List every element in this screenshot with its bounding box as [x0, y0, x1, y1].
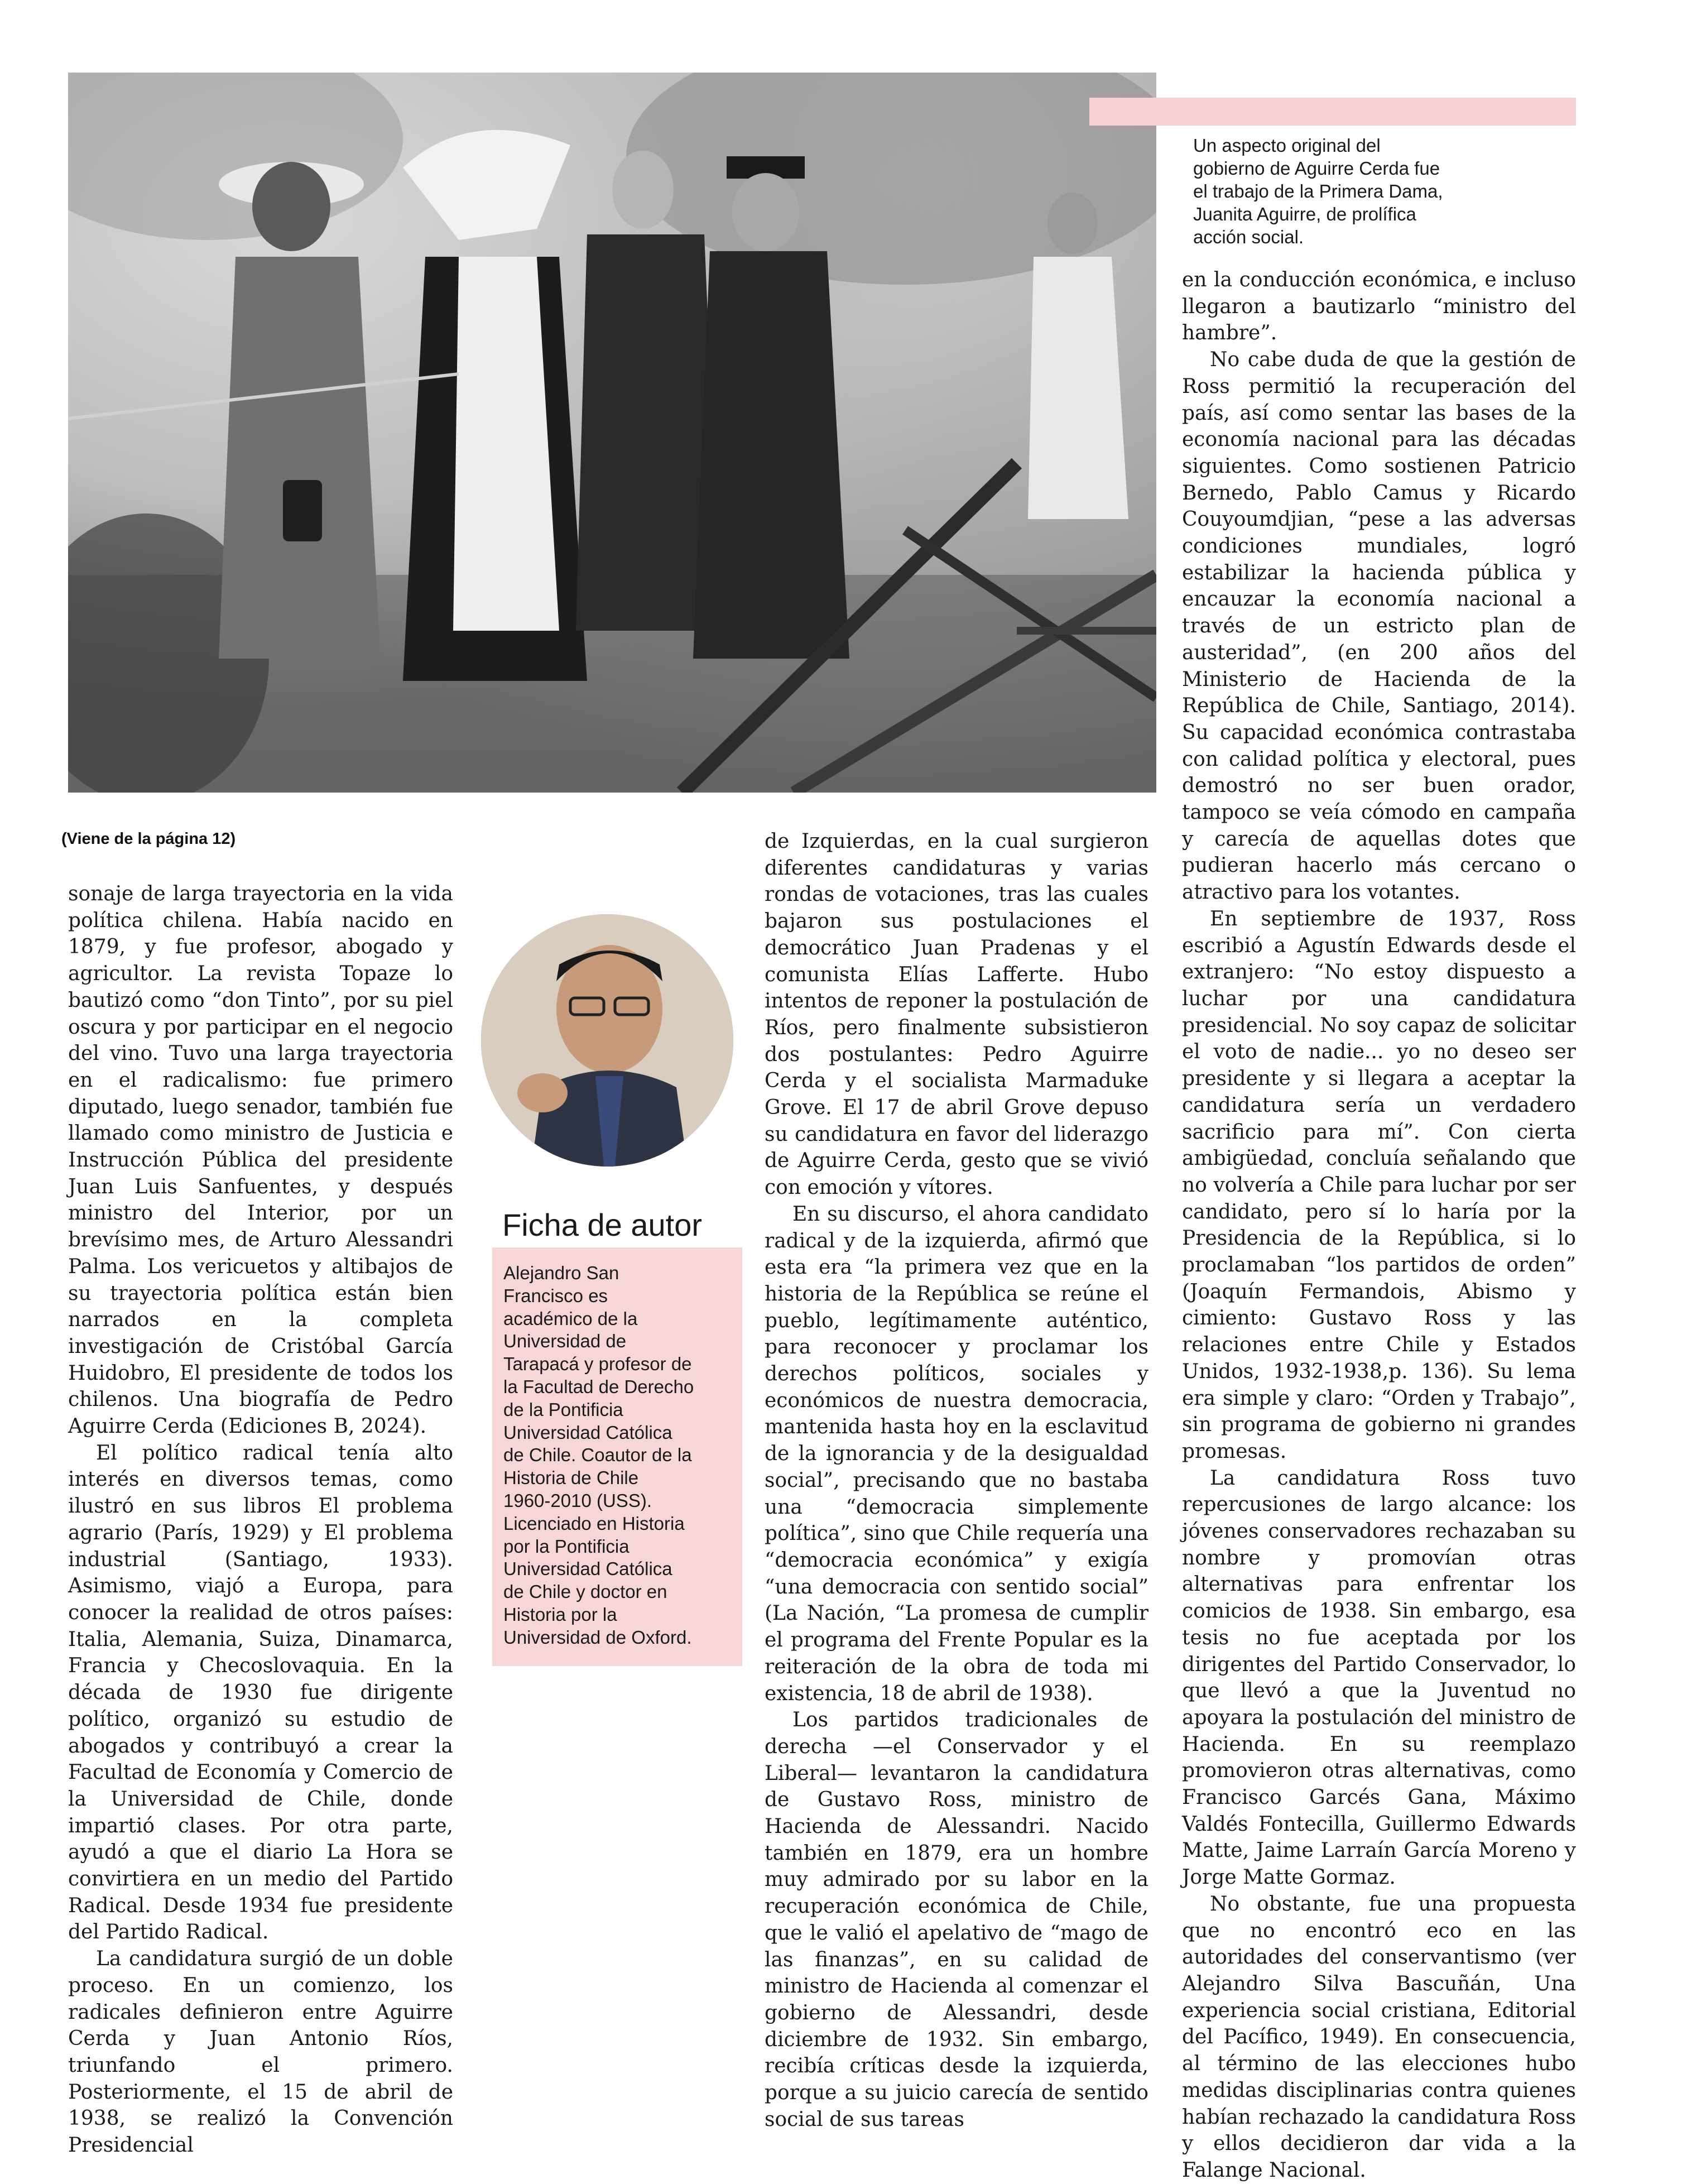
photo-illustration	[68, 73, 1156, 793]
paragraph: sonaje de larga trayectoria en la vida política chilena. Había nacido en 1879, y fue profesor, abogado y agricultor. La revista Topaze lo bautizó como “don Tinto”, por su piel oscura y por participar en el negocio del vino. Tuvo una larga trayectoria en el radicalismo: fue primero diputado, luego senador, también fue llamado como ministro de Justicia e Instrucción Pública del presidente Juan Luis Sanfuentes, y después ministro del Interior, por un brevísimo mes, de Arturo Alessandri Palma. Los vericuetos y altibajos de su trayectoria política están bien narrados en la completa investigación de Cristóbal García Huidobro, El presidente de todos los chilenos. Una biografía de Pedro Aguirre Cerda (Ediciones B, 2024).	[68, 882, 453, 1438]
paragraph: en la conducción económica, e incluso llegaron a bautizarlo “ministro del hambre”.	[1182, 268, 1576, 345]
paragraph: No obstante, fue una propuesta que no encontró eco en las autoridades del conservantismo (ver Alejandro Silva Bascuñán, Una experiencia social cristiana, Editorial del Pacífico, 1949). En consecuencia, al término de las elecciones hubo medidas disciplinarias contra quienes habían rechazado la candidatura Ross y ellos decidieron dar vida a la Falange Nacional.	[1182, 1892, 1576, 2182]
article-column-1	[68, 881, 453, 2159]
paragraph: La candidatura surgió de un doble proceso. En un comienzo, los radicales definieron entre Aguirre Cerda y Juan Antonio Ríos, triunfando el primero. Posteriormente, el 15 de abril de 1938, se realizó la Convención Presidencial	[68, 1947, 453, 2157]
continued-from-label: (Viene de la página 12)	[61, 830, 236, 848]
photo-caption: Un aspecto original del gobierno de Aguirre Cerda fue el trabajo de la Primera Dama, Juanita Aguirre, de prolífica acción social.	[1193, 135, 1443, 247]
paragraph: La candidatura Ross tuvo repercusiones de largo alcance: los jóvenes conservadores rechazaban su nombre y promovían otras alternativas para enfrentar los comicios de 1938. Sin embargo, esa tesis no fue aceptada por los dirigentes del Partido Conservador, lo que llevó a que la Juventud no apoyara la postulación del ministro de Hacienda. En su reemplazo promovieron otras alternativas, como Francisco Garcés Gana, Máximo Valdés Fontecilla, Guillermo Edwards Matte, Jaime Larraín García Moreno y Jorge Matte Gormaz.	[1182, 1466, 1576, 1889]
paragraph: de Izquierdas, en la cual surgieron diferentes candidaturas y varias rondas de votaciones, tras las cuales bajaron sus postulaciones el democrático Juan Pradenas y el comunista Elías Lafferte. Hubo intentos de reponer la postulación de Ríos, pero finalmente subsistieron dos postulantes: Pedro Aguirre Cerda y el socialista Marmaduke Grove. El 17 de abril Grove depuso su candidatura en favor del liderazgo de Aguirre Cerda, gesto que se vivió con emoción y vítores.	[765, 830, 1148, 1199]
paragraph: El político radical tenía alto interés en diversos temas, como ilustró en sus libros El problema agrario (París, 1929) y El problema industrial (Santiago, 1933). Asimismo, viajó a Europa, para conocer la realidad de otros países: Italia, Alemania, Suiza, Dinamarca, Francia y Checoslovaquia. En la década de 1930 fue dirigente político, organizó su estudio de abogados y contribuyó a crear la Facultad de Economía y Comercio de la Universidad de Chile, donde impartió clases. Por otra parte, ayudó a que el diario La Hora se convirtiera en un medio del Partido Radical. Desde 1934 fue presidente del Partido Radical.	[68, 1441, 453, 1944]
author-card-title: Ficha de autor	[502, 1207, 702, 1242]
paragraph: Los partidos tradicionales de derecha —el Conservador y el Liberal— levantaron la candidatura de Gustavo Ross, ministro de Hacienda de Alessandri. Nacido también en 1879, era un hombre muy admirado por su labor en la recuperación económica de Chile, que le valió el apelativo de “mago de las finanzas”, en su calidad de ministro de Hacienda al comenzar el gobierno de Alessandri, desde diciembre de 1932. Sin embargo, recibía críticas desde la izquierda, porque a su juicio carecía de sentido social de sus tareas	[765, 1708, 1148, 2131]
historic-photo	[68, 73, 1156, 793]
paragraph: En su discurso, el ahora candidato radical y de la izquierda, afirmó que esta era “la primera vez que en la historia de la República se reúne el pueblo, legítimamente auténtico, para reconocer y proclamar los derechos políticos, sociales y económicos de nuestra democracia, mantenida hasta hoy en la esclavitud de la ignorancia y de la desigualdad social”, precisando que no bastaba una “democracia simplemente política”, sino que Chile requería una “democracia económica” y exigía “una democracia con sentido social” (La Nación, “La promesa de cumplir el programa del Frente Popular es la reiteración de la obra de toda mi existencia, 18 de abril de 1938).	[765, 1202, 1148, 1705]
author-portrait	[481, 914, 733, 1167]
article-column-2	[765, 828, 1148, 2133]
author-card-text: Alejandro San Francisco es académico de la Universidad de Tarapacá y profesor de la Facultad de Derecho de la Pontificia Universidad Católica de Chile. Coautor de la Historia de Chile 1960-2010 (USS). Licenciado en Historia por la Pontificia Universidad Católica de Chile y doctor en Historia por la Universidad de Oxford.	[492, 1247, 742, 1666]
article-column-3	[1182, 267, 1576, 2184]
paragraph: No cabe duda de que la gestión de Ross permitió la recuperación del país, así como sentar las bases de la economía nacional para las décadas siguientes. Como sostienen Patricio Bernedo, Pablo Camus y Ricardo Couyoumdjian, “pese a las adversas condiciones mundiales, logró estabilizar la hacienda pública y encauzar la economía nacional a través de un estricto plan de austeridad”, (en 200 años del Ministerio de Hacienda de la República de Chile, Santiago, 2014). Su capacidad económica contrastaba con calidad política y electoral, pues demostró no ser buen orador, tampoco se veía cómodo en campaña y carecía de aquellas dotes que pudieran hacerlo más cercano o atractivo para los votantes.	[1182, 348, 1576, 904]
caption-accent-bar	[1089, 98, 1576, 126]
paragraph: En septiembre de 1937, Ross escribió a Agustín Edwards desde el extranjero: “No estoy dispuesto a luchar por una candidatura presidencial. No soy capaz de solicitar el voto de nadie... yo no deseo ser presidente y si llegara a aceptar la candidatura sería un verdadero sacrificio para mí”. Con cierta ambigüedad, concluía señalando que no volvería a Chile para luchar por ser candidato, pero sí lo haría por la Presidencia de la República, si lo proclamaban “los partidos de orden” (Joaquín Fermandois, Abismo y cimiento: Gustavo Ross y las relaciones entre Chile y Estados Unidos, 1932-1938,p. 136). Su lema era simple y claro: “Orden y Trabajo”, sin programa de gobierno ni grandes promesas.	[1182, 907, 1576, 1463]
author-portrait-icon	[481, 914, 733, 1167]
